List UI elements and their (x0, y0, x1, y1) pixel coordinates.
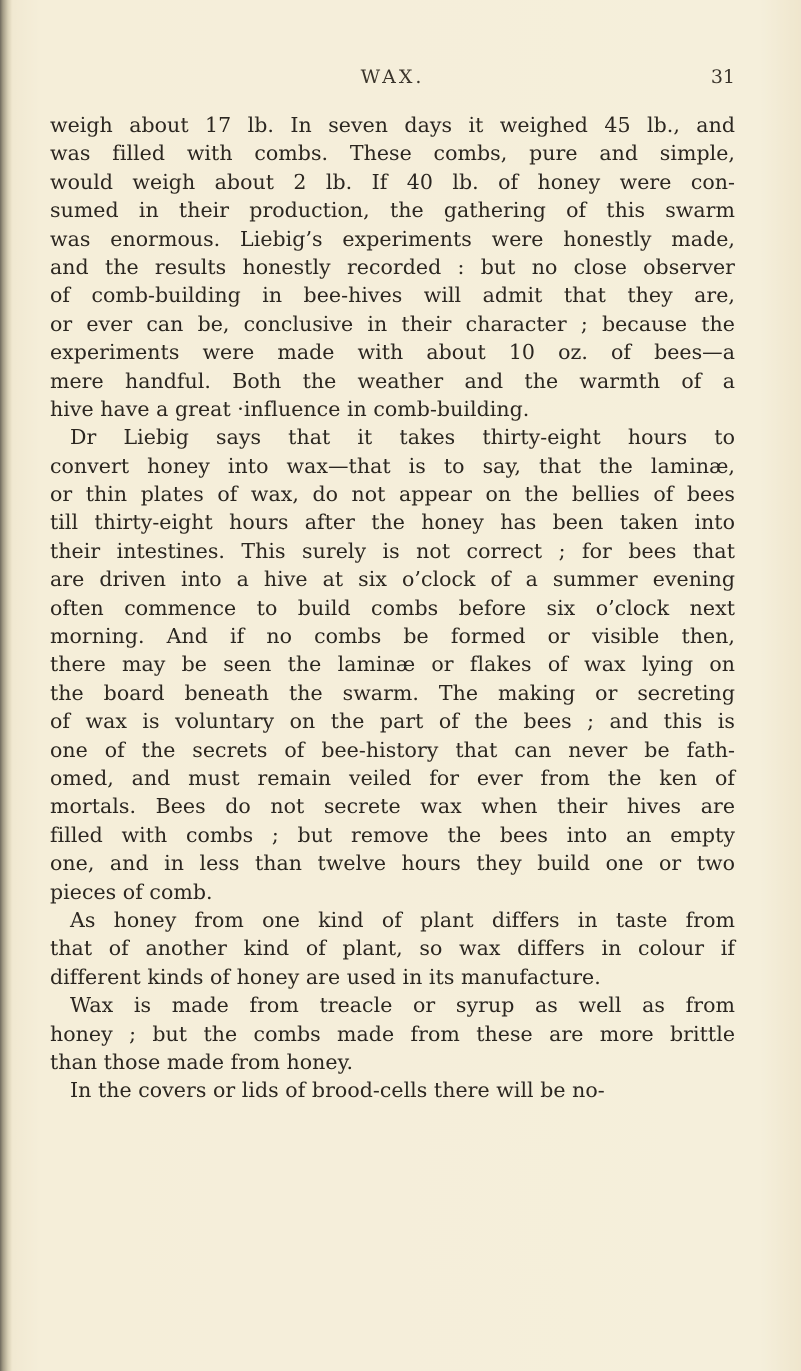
text-line: was enormous. Liebig’s experiments were honestly made, (50, 226, 735, 251)
text-line: often commence to build combs before six o’clock next (50, 595, 735, 620)
text-line: that of another kind of plant, so wax differs in colour if (50, 936, 735, 961)
text-line: mortals. Bees do not secrete wax when their hives are (50, 794, 735, 819)
text-line: different kinds of honey are used in its manufacture. (50, 964, 601, 989)
text-line: one of the secrets of bee-history that can never be fath- (50, 737, 735, 762)
text-line: the board beneath the swarm. The making or secreting (50, 680, 735, 705)
text-line: than those made from honey. (50, 1049, 354, 1074)
text-line: omed, and must remain veiled for ever from the ken of (50, 765, 735, 790)
text-line: Wax is made from treacle or syrup as well as from (70, 993, 735, 1018)
body-text (50, 111, 735, 1105)
text-line: experiments were made with about 10 oz. of bees—a (50, 340, 735, 365)
text-line: hive have a great ·influence in comb-building. (50, 396, 530, 421)
text-line: In the covers or lids of brood-cells there will be no- (70, 1078, 605, 1103)
text-line: and the results honestly recorded : but no close observer (50, 254, 735, 279)
text-line: sumed in their production, the gathering of this swarm (50, 198, 735, 223)
running-title: WAX. (360, 66, 425, 88)
text-line: As honey from one kind of plant differs in taste from (70, 907, 735, 932)
text-line: of comb-building in bee-hives will admit that they are, (50, 283, 735, 308)
text-line: weigh about 17 lb. In seven days it weighed 45 lb., and (50, 113, 735, 137)
running-head (50, 66, 735, 96)
text-line: one, and in less than twelve hours they build one or two (50, 851, 735, 876)
text-line: there may be seen the laminæ or flakes of wax lying on (50, 652, 735, 677)
binding-shadow (0, 0, 12, 1371)
text-line: or ever can be, conclusive in their character ; because the (50, 311, 735, 336)
text-line: of wax is voluntary on the part of the bees ; and this is (50, 709, 735, 734)
text-line: or thin plates of wax, do not appear on the bellies of bees (50, 482, 735, 507)
text-line: morning. And if no combs be formed or visible then, (50, 624, 735, 649)
text-line: pieces of comb. (50, 879, 213, 904)
text-line: was filled with combs. These combs, pure and simple, (50, 141, 735, 166)
text-line: mere handful. Both the weather and the warmth of a (50, 368, 735, 393)
text-line: honey ; but the combs made from these are more brittle (50, 1021, 735, 1046)
text-line: till thirty-eight hours after the honey has been taken into (50, 510, 735, 535)
text-line: convert honey into wax—that is to say, that the laminæ, (50, 453, 735, 478)
page-number: 31 (710, 66, 735, 88)
text-line: their intestines. This surely is not correct ; for bees that (50, 538, 735, 563)
text-line: would weigh about 2 lb. If 40 lb. of honey were con- (50, 169, 735, 194)
text-line: Dr Liebig says that it takes thirty-eight hours to (70, 425, 735, 450)
text-line: filled with combs ; but remove the bees into an empty (50, 822, 735, 847)
text-line: are driven into a hive at six o’clock of a summer evening (50, 567, 735, 592)
